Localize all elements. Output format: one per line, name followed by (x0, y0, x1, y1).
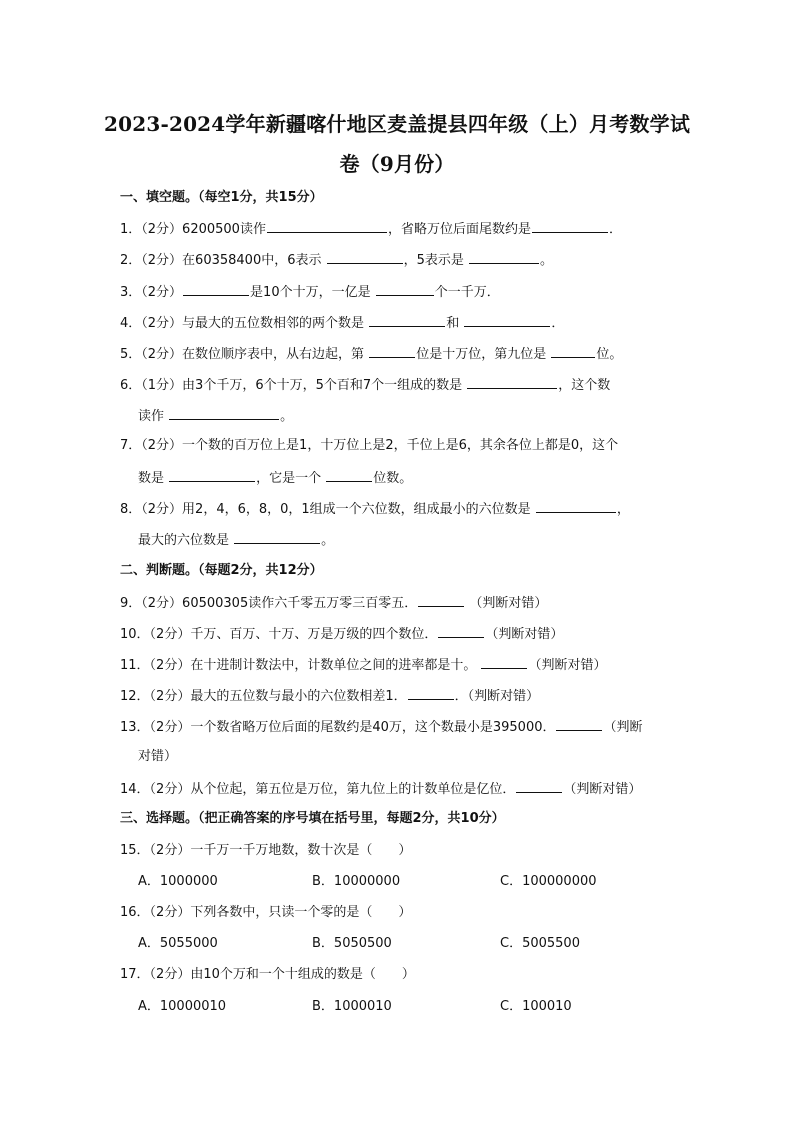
question-1 (120, 219, 680, 239)
q7-text-b: 数是 (138, 471, 169, 486)
q2-text-a: 2．（2分）在60358400中，6表示 (120, 253, 326, 268)
q1-text-a: 1．（2分）6200500读作 (120, 222, 266, 237)
question-7 (120, 437, 680, 455)
q7-text-d: 位数。 (373, 471, 413, 486)
question-4 (120, 313, 680, 333)
answer-blank[interactable] (408, 686, 454, 700)
answer-blank[interactable] (369, 313, 445, 327)
q3-text-c: 个一千万． (434, 285, 500, 300)
q7-text-a: 7．（2分）一个数的百万位上是1，十万位上是2，千位上是6，其余各位上都是0，这个 (120, 438, 619, 453)
question-11 (120, 655, 680, 675)
answer-blank[interactable] (326, 468, 372, 482)
q13-text-b: （判断 (603, 720, 643, 735)
question-2 (120, 250, 680, 270)
q8-text-a: 8．（2分）用2，4，6，8，0，1组成一个六位数，组成最小的六位数是 (120, 502, 535, 517)
answer-blank[interactable] (481, 655, 527, 669)
q6-text-a: 6．（1分）由3个千万，6个十万，5个百和7个一组成的数是 (120, 378, 467, 393)
q8-text-d: 。 (321, 533, 335, 548)
question-6 (120, 375, 680, 395)
answer-blank[interactable] (183, 282, 249, 296)
q14-text-a: 14．（2分）从个位起，第五位是万位，第九位上的计数单位是亿位． (120, 782, 516, 797)
answer-blank[interactable] (467, 375, 557, 389)
question-12 (120, 686, 680, 706)
answer-blank[interactable] (438, 624, 484, 638)
q12-text-a: 12．（2分）最大的五位数与最小的六位数相差1． (120, 689, 407, 704)
q2-text-b: ，5表示是 (403, 253, 469, 268)
section-heading-true-false: 二、判断题。（每题2分，共12分） (120, 563, 323, 578)
exam-title-line2: 卷（9月份） (339, 152, 455, 176)
q6-text-c: 读作 (138, 409, 169, 424)
q16-option-c[interactable]: C．5005500 (500, 936, 580, 951)
q10-text-a: 10．（2分）千万、百万、十万、万是万级的四个数位． (120, 627, 438, 642)
q16-option-b[interactable]: B．5050500 (312, 936, 392, 951)
question-10 (120, 624, 680, 644)
q16-option-a[interactable]: A．5055000 (138, 936, 218, 951)
q1-text-c: ． (608, 222, 622, 237)
q14-text-b: （判断对错） (563, 782, 642, 797)
q17-option-b[interactable]: B．1000010 (312, 999, 392, 1014)
question-14 (120, 779, 680, 799)
answer-blank[interactable] (469, 250, 539, 264)
q6-text-d: 。 (280, 409, 294, 424)
q3-text-a: 3．（2分） (120, 285, 183, 300)
q4-text-c: ． (551, 316, 565, 331)
answer-blank[interactable] (169, 406, 279, 420)
question-17: 17．（2分）由10个万和一个十组成的数是（ ） (120, 967, 415, 982)
q12-text-b: ．（判断对错） (454, 689, 540, 704)
answer-blank[interactable] (267, 219, 387, 233)
q17-option-a[interactable]: A．10000010 (138, 999, 227, 1014)
question-8 (120, 499, 680, 519)
q11-text-b: （判断对错） (528, 658, 607, 673)
question-3 (120, 282, 680, 302)
answer-blank[interactable] (536, 499, 616, 513)
q11-text-a: 11．（2分）在十进制计数法中，计数单位之间的进率都是十。 (120, 658, 481, 673)
q15-option-a[interactable]: A．1000000 (138, 874, 218, 889)
q17-option-c[interactable]: C．100010 (500, 999, 572, 1014)
q5-text-c: 位。 (596, 347, 623, 362)
q9-text-b: （判断对错） (469, 596, 548, 611)
question-13-cont (138, 748, 698, 766)
q7-text-c: ，它是一个 (256, 471, 326, 486)
question-7-cont (138, 468, 698, 488)
question-15: 15．（2分）一千万一千万地数，数十次是（ ） (120, 843, 412, 858)
answer-blank[interactable] (169, 468, 255, 482)
question-5 (120, 344, 680, 364)
answer-blank[interactable] (556, 717, 602, 731)
q5-text-a: 5．（2分）在数位顺序表中，从右边起，第 (120, 347, 369, 362)
answer-blank[interactable] (327, 250, 403, 264)
answer-blank[interactable] (464, 313, 550, 327)
q6-text-b: ，这个数 (558, 378, 611, 393)
exam-title-line1: 2023-2024学年新疆喀什地区麦盖提县四年级（上）月考数学试 (103, 112, 691, 136)
answer-blank[interactable] (234, 530, 320, 544)
question-6-cont (138, 406, 698, 426)
answer-blank[interactable] (369, 344, 415, 358)
q3-text-b: 是10个十万，一亿是 (250, 285, 375, 300)
q1-text-b: ，省略万位后面尾数约是 (387, 222, 531, 237)
answer-blank[interactable] (551, 344, 595, 358)
q15-option-c[interactable]: C．100000000 (500, 874, 597, 889)
question-16: 16．（2分）下列各数中，只读一个零的是（ ） (120, 905, 412, 920)
q10-text-b: （判断对错） (485, 627, 564, 642)
q13-text-a: 13．（2分）一个数省略万位后面的尾数约是40万，这个数最小是395000． (120, 720, 556, 735)
question-8-cont (138, 530, 698, 550)
question-9 (120, 593, 680, 613)
section-heading-fill-in: 一、填空题。（每空1分，共15分） (120, 190, 323, 205)
q4-text-a: 4．（2分）与最大的五位数相邻的两个数是 (120, 316, 369, 331)
answer-blank[interactable] (532, 219, 608, 233)
answer-blank[interactable] (418, 593, 464, 607)
q2-text-c: 。 (540, 253, 554, 268)
answer-blank[interactable] (516, 779, 562, 793)
answer-blank[interactable] (376, 282, 434, 296)
q13-text-c: 对错） (138, 749, 178, 764)
q15-option-b[interactable]: B．10000000 (312, 874, 401, 889)
q4-text-b: 和 (446, 316, 464, 331)
section-heading-multiple-choice: 三、选择题。（把正确答案的序号填在括号里，每题2分，共10分） (120, 811, 505, 826)
question-13 (120, 717, 680, 737)
q8-text-c: 最大的六位数是 (138, 533, 234, 548)
q5-text-b: 位是十万位，第九位是 (416, 347, 551, 362)
q9-text-a: 9．（2分）60500305读作六千零五万零三百零五． (120, 596, 418, 611)
q8-text-b: ， (616, 502, 630, 517)
